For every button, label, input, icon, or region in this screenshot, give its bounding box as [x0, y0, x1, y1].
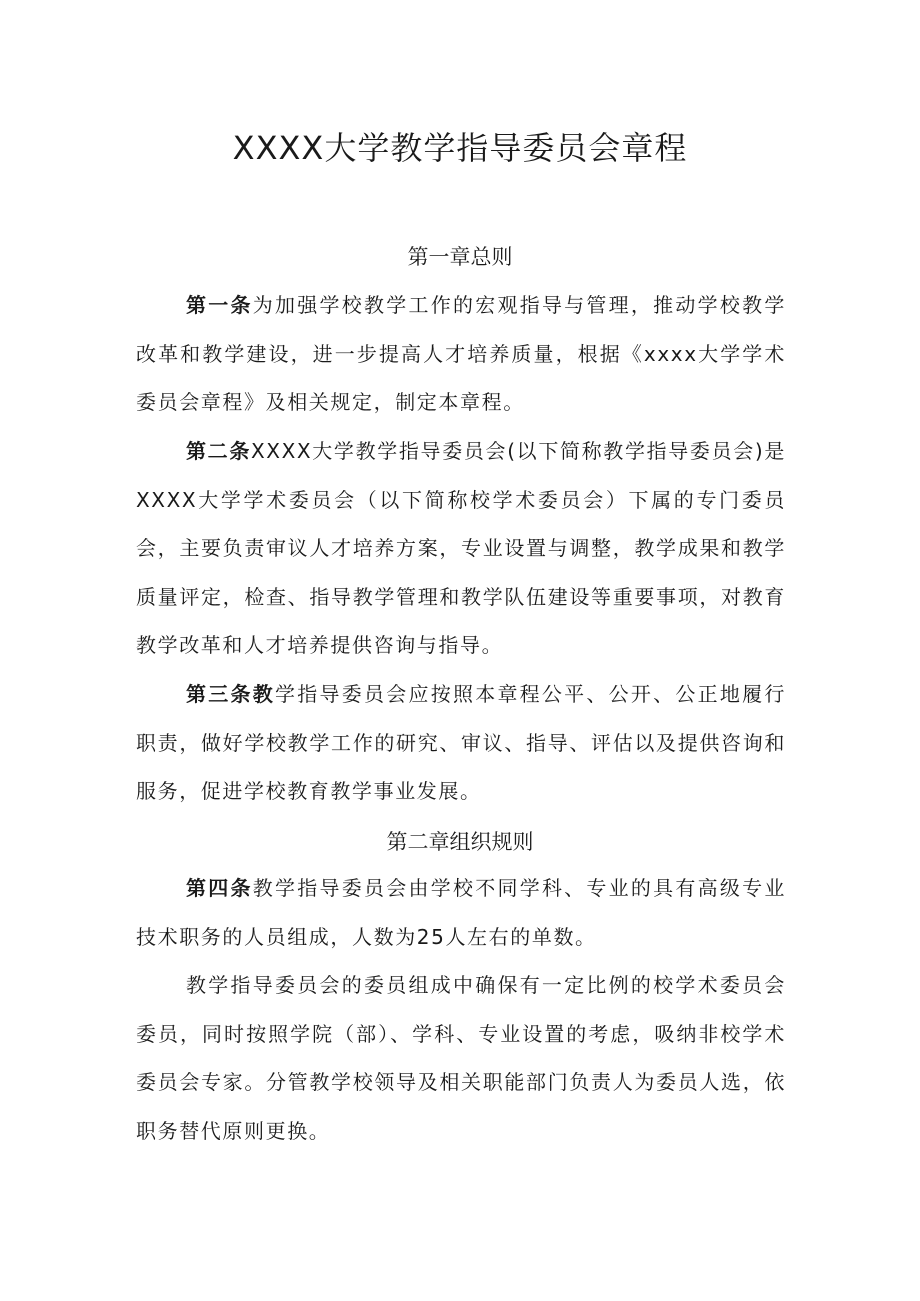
- chapter-heading-1: 第一章总则: [407, 245, 513, 269]
- paragraph: 教学指导委员会的委员组成中确保有一定比例的校学术委员会委员，同时按照学院（部）、学科、专业设置的考虑，吸纳非校学术委员会专家。分管教学校领导及相关职能部门负责人为委员人选，依职务替代原则更换。: [136, 973, 786, 1143]
- article-label: 第二条: [186, 439, 251, 463]
- article-label: 第四条: [186, 876, 253, 900]
- article-label: 第三条教: [186, 682, 275, 706]
- article-2: [136, 427, 786, 670]
- article-1: [136, 281, 786, 427]
- article-label: 第一条: [186, 293, 253, 317]
- article-4: [136, 864, 786, 961]
- article-text: 为加强学校教学工作的宏观指导与管理，推动学校教学改革和教学建设，进一步提高人才培养质量，根据《xxxx大学学术委员会章程》及相关规定，制定本章程。: [136, 293, 786, 414]
- article-text: 学指导委员会应按照本章程公平、公开、公正地履行职责，做好学校教学工作的研究、审议、指导、评估以及提供咨询和服务，促进学校教育教学事业发展。: [136, 682, 786, 803]
- article-3: [136, 670, 786, 816]
- chapter-heading-2: 第二章组织规则: [386, 830, 534, 854]
- article-text: 教学指导委员会由学校不同学科、专业的具有高级专业技术职务的人员组成，人数为25人左右的单数。: [136, 876, 786, 949]
- document-title: XXXX大学教学指导委员会章程: [232, 129, 688, 167]
- article-text: XXXX大学教学指导委员会(以下简称教学指导委员会)是XXXX大学学术委员会（以下简称校学术委员会）下属的专门委员会，主要负责审议人才培养方案，专业设置与调整，教学成果和教学质量评定，检查、指导教学管理和教学队伍建设等重要事项，对教育教学改革和人才培养提供咨询与指导。: [136, 439, 786, 657]
